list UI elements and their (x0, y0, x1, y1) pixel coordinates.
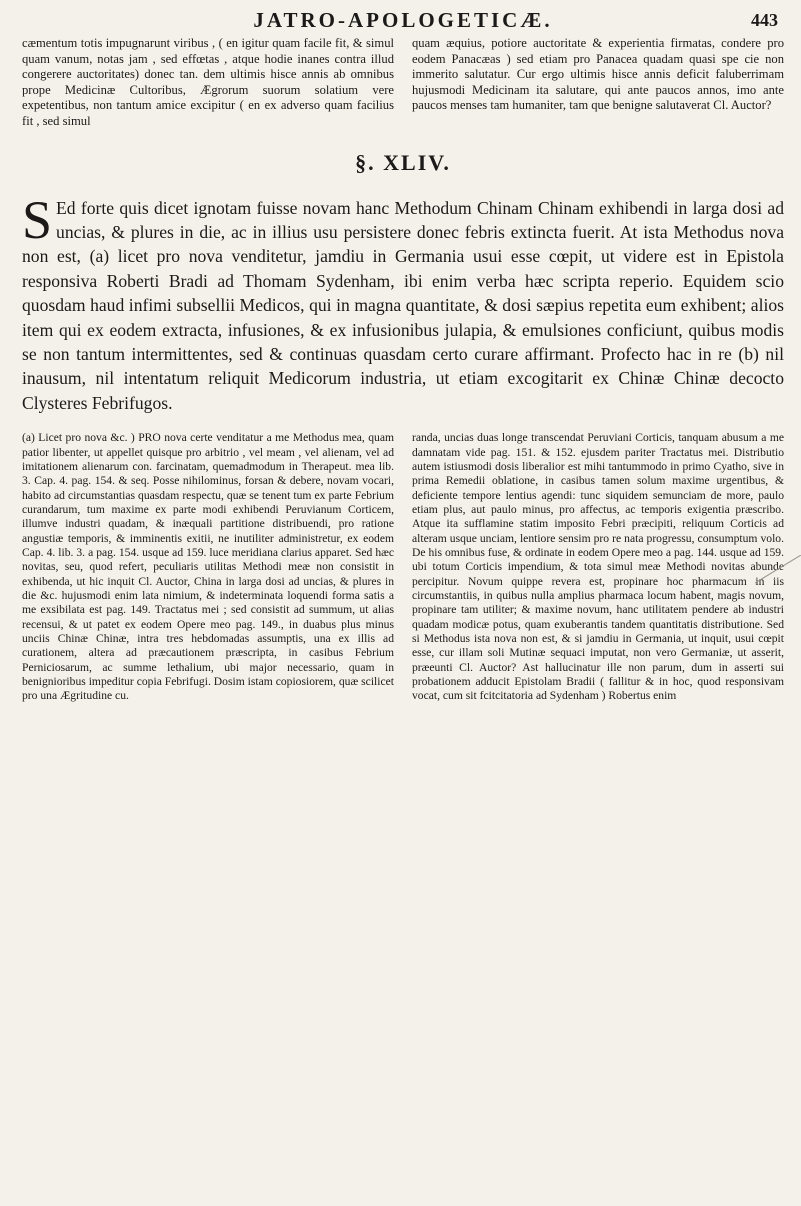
footnote-left-text: (a) Licet pro nova &c. ) PRO nova certe venditatur a me Methodus mea, quam patior libenter, ut appellet quisque pro arbitrio , vel meam , vel alienam, vel ad imitationem alienarum con. farcinatam, quemadmodum in Therapeut. mea lib. 3. Cap. 4. pag. 154. & seq. Posse nihilominus, forsan & debere, novam vocari, habito ad circumstantias quasdam respectu, quæ se tenent tum ex parte Febrium curandarum, tum maxime ex parte modi exhibendi Peruvianum Corticem, illumve industri quadam, & inæquali partitione distribuendi, pro ratione angustiæ temporis, & imminentis exitii, ne inutiliter administretur, ex eodem Cap. 4. lib. 3. a pag. 154. usque ad 159. luce meridiana clarius apparet. Sed hæc novitas, seu, quod refert, peculiaris utilitas Methodi meæ non consistit in exhibenda, ut hic inquit Cl. Auctor, China in larga dosi ad uncias, & plures in die &c. hujusmodi enim lata nimium, & indeterminata loquendi forma satis a me exsibilata est pag. 149. Tractatus mei ; sed consistit ad summum, ut alias recensui, & ut patet ex eodem Opere meo pag. 149., in duabus plus minus unciis Chinæ Chinæ, intra tres hebdomadas assumptis, una ex illis ad curationem, altera ad præcautionem præscripta, in casibus Febrium Perniciosarum, ac summe lethalium, ubi major necessario, quam in benignioribus impeditur copia Febrifugi. Dosim istam copiosiorem, quæ scilicet pro una Ægritudine cu. (22, 431, 394, 703)
section-heading: §. XLIV. (355, 149, 451, 175)
top-right-column (412, 36, 784, 130)
top-left-paragraph: cæmentum totis impugnarunt viribus , ( en igitur quam facile fit, & simul quam vanum, notas jam , sed effœtas , atque hodie inanes contra illud congerere auctoritates) donec tan. dem ultimis hisce annis ab omnibus prope Medicinæ Cultoribus, Ægrorum suorum solatium vere expetentibus, non tantum amice excipitur ( en ex adverso quam facilius fit , sed simul (22, 36, 394, 128)
book-page (22, 8, 784, 1198)
page-fold-mark (755, 555, 801, 585)
main-text (22, 189, 784, 416)
main-body-text: Ed forte quis dicet ignotam fuisse novam hanc Methodum Chinam Chinam exhibendi in larga dosi ad uncias, & plures in die, ac in illius usu persistere donec febris extincta fuerit. At ista Methodus nova non est, (a) licet pro nova venditetur, jamdiu in Germania usui esse cœpit, ut videre est in Epistola responsiva Roberti Bradi ad Thomam Sydenham, ibi enim verba hæc scripta reperio. Equidem scio quosdam haud infimi subsellii Medicos, qui in magna quantitate, & dosi sæpius repetita eum exhibent; alios item qui ex eodem extracta, infusiones, & ex infusionibus julapia, & emulsiones conficiunt, quibus modis se non tantum intermittentes, sed & continuas quasdam certo curare affirmant. Profecto hac in re (b) nil inausum, nil intentatum reliquit Medicorum industria, ut etiam excogitarit ex Chinæ Chinæ decocto Clysteres Febrifugos. (22, 197, 784, 413)
top-columns (22, 36, 784, 130)
footnotes-right-column (412, 431, 784, 704)
footnote-right-text: randa, uncias duas longe transcendat Peruviani Corticis, tanquam abusum a me damnatam vide pag. 151. & 152. ejusdem pariter Tractatus mei. Distributio autem istiusmodi dosis liberalior est mihi tantummodo in primo Cyatho, sive in prima Remedii oblatione, in casibus tamen solum maxime urgentibus, & deficiente tempore lentius agendi: tunc siquidem semunciam de more, paulo etiam plus, aut paulo minus, pro affectus, ac temporis exigentia præscribo. Atque ita sufflamine statim imposito Febri præcipiti, reliquum Corticis ad alteram usque unciam, lentiore sensim pro re nata progressu, consumptum volo. De his omnibus fuse, & ordinate in eodem Opere meo a pag. 144. usque ad 159. ubi totum Corticis impendium, & tota simul meæ Methodi novitas abunde percipitur. Novum quippe revera est, propinare hoc pharmacum in iis circumstantiis, in quibus nulla amplius pharmaca locum habent, magis novum, propinare tam utiliter; & maxime novum, hanc utilitatem pendere ab industri quadam modicæ potus, quam exuberantis tandem quantitatis distributione. Sed si Methodus ista nova non est, & si jamdiu in Germania, ut inquit, usui cœpit esse, cur illam soli Mutinæ sequaci imputat, non vero Germaniæ, ut asserit, præeunti Cl. Auctor? Ast hallucinatur ille non parum, dum in asserti sui probationem adducit Epistolam Bradii ( fallitur & in hoc, quod responsivam vocat, cum sit fcitcitatoria ad Sydenham ) Robertus enim (412, 431, 784, 703)
running-title: JATRO-APOLOGETICÆ. (253, 8, 553, 32)
main-paragraph (22, 189, 784, 416)
page-number: 443 (751, 10, 778, 30)
dropcap: S (22, 189, 53, 250)
footnotes (22, 431, 784, 704)
page-header (22, 8, 784, 36)
top-right-paragraph: quam æquius, potiore auctoritate & experientia firmatas, condere pro eodem Panacæas ) sed etiam pro Panacea quadam quasi spe cie non immerito salutatur. Cur ergo ultimis hisce annis deficit faluberrimam hujusmodi Medicinam ita salutare, qui ante paucos annos, imo ante paucos menses tam humaniter, tam que benigne salutaverat Cl. Auctor? (412, 36, 784, 113)
top-left-column (22, 36, 394, 130)
footnotes-left-column (22, 431, 394, 704)
